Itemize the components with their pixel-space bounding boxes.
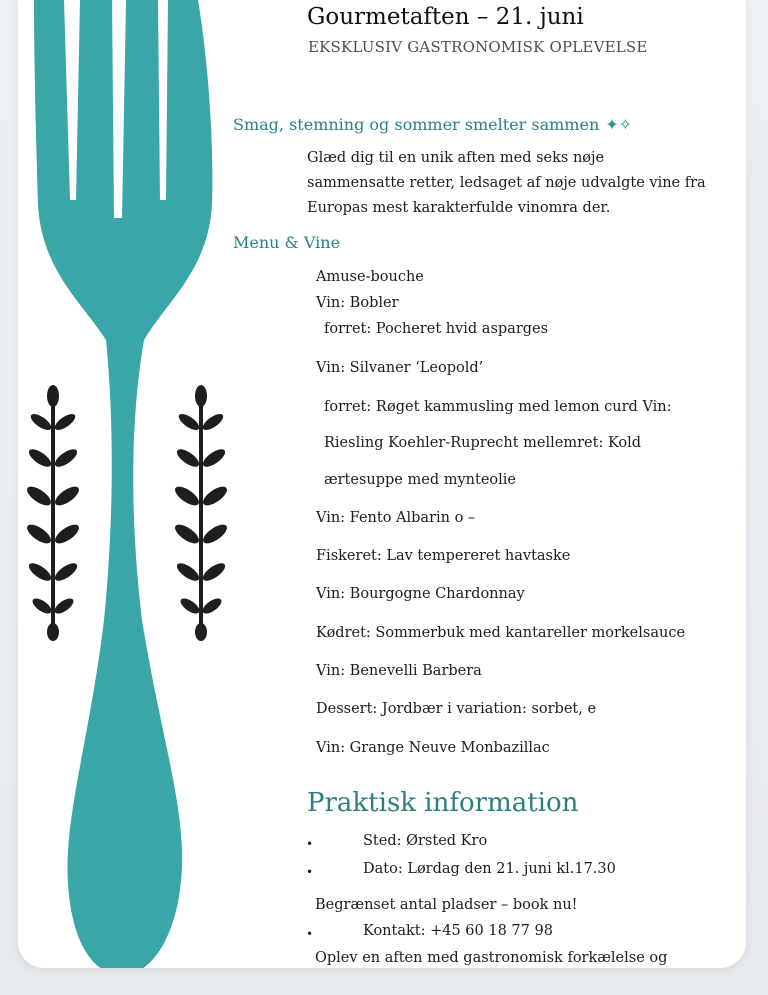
menu-line: Amuse-bouche <box>316 269 424 285</box>
menu-line: Kødret: Sommerbuk med kantareller morkelsauce <box>316 625 686 641</box>
practical-closing: Oplev en aften med gastronomisk forkælelse og <box>315 950 668 966</box>
practical-limited: Begrænset antal pladser – book nu! <box>315 897 578 913</box>
event-subtitle: EKSKLUSIV GASTRONOMISK OPLEVELSE <box>308 38 648 56</box>
right-leaf-sprig <box>166 380 236 645</box>
menu-line: Vin: Silvaner ‘Leopold’ <box>316 360 484 376</box>
bullet: • <box>306 927 314 941</box>
event-title: Gourmetaften – 21. juni <box>307 4 584 30</box>
tagline-heading <box>233 115 632 134</box>
menu-line: Riesling Koehler-Ruprecht mellemret: Kold <box>324 435 642 451</box>
menu-line: forret: Røget kammusling med lemon curd Vin: <box>324 399 672 415</box>
bullet: • <box>306 865 314 879</box>
menu-line: Vin: Benevelli Barbera <box>316 663 482 679</box>
practical-place: Sted: Ørsted Kro <box>363 833 488 849</box>
bullet: • <box>306 837 314 851</box>
practical-heading: Praktisk information <box>307 788 579 818</box>
menu-line: Vin: Bobler <box>316 295 399 311</box>
flyer-card <box>18 0 746 968</box>
intro-line: Glæd dig til en unik aften med seks nøje <box>307 150 605 166</box>
practical-date: Dato: Lørdag den 21. juni kl.17.30 <box>363 861 616 877</box>
practical-contact: Kontakt: +45 60 18 77 98 <box>363 923 553 939</box>
menu-line: Vin: Grange Neuve Monbazillac <box>316 740 550 756</box>
sparkles-icon: ✦✧ <box>605 115 633 134</box>
intro-line: Europas mest karakterfulde vinomra der. <box>307 200 611 216</box>
menu-line: Vin: Fento Albarin o – <box>316 510 476 526</box>
menu-line: ærtesuppe med mynteolie <box>324 472 516 488</box>
intro-line: sammensatte retter, ledsaget af nøje udvalgte vine fra <box>307 175 706 191</box>
menu-heading: Menu & Vine <box>233 233 341 252</box>
menu-line: Vin: Bourgogne Chardonnay <box>316 586 525 602</box>
menu-line: Dessert: Jordbær i variation: sorbet, e <box>316 701 597 717</box>
tagline-text: Smag, stemning og sommer smelter sammen <box>233 115 600 134</box>
menu-line: forret: Pocheret hvid asparges <box>324 321 549 337</box>
menu-line: Fiskeret: Lav tempereret havtaske <box>316 548 571 564</box>
intro-paragraph <box>307 146 706 221</box>
left-leaf-sprig <box>18 380 88 645</box>
